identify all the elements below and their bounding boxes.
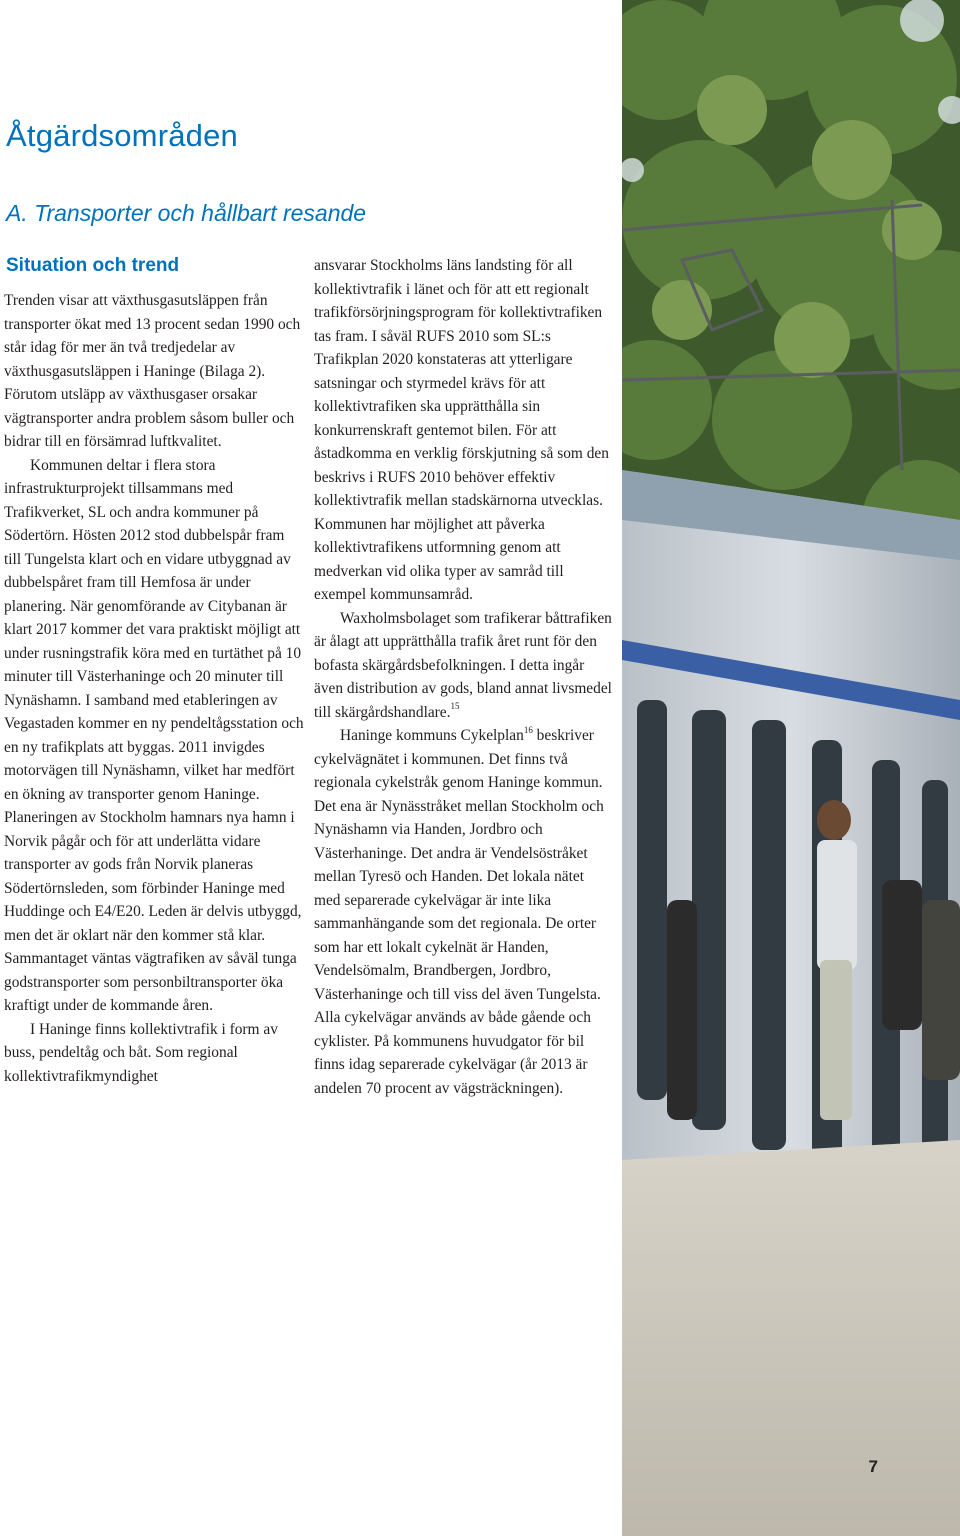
text-column-right	[314, 254, 614, 1100]
paragraph	[314, 607, 614, 725]
paragraph-lead: Haninge kommuns Cykelplan	[340, 727, 524, 744]
paragraph-text: beskriver cykelvägnätet i kommunen. Det finns två regionala cykelstråk genom Haninge kommun. Det ena är Nynässtråket mellan Stockholm och Nynäshamn via Handen, Jordbro och Västerhaninge. Det andra är Vendelsöstråket mellan Tyresö och Handen. Det lokala nätet med separerade cykelvägar är inte lika sammanhängande som det regionala. De orter som har ett lokalt cykelnät är Handen, Vendelsömalm, Brandbergen, Jordbro, Västerhaninge och till viss del även Tungelsta. Alla cykelvägar används av både gående och cyklister. På kommunens huvudgator för bil finns idag separerade cykelvägar (år 2013 är andelen 70 procent av vägsträckningen).	[314, 727, 604, 1097]
text-column-left	[4, 289, 304, 1088]
page-number: 7	[868, 1457, 878, 1476]
paragraph: Kommunen deltar i flera stora infrastrukturprojekt tillsammans med Trafikverket, SL och andra kommuner på Södertörn. Hösten 2012 stod dubbelspår fram till Tungelsta klart och en vidare utbyggnad av dubbelspåret fram till Hemfosa är under planering. När genomförande av Citybanan är klart 2017 kommer det vara praktiskt möjligt att under rusningstrafik köra med en turtäthet på 10 minuter till Västerhaninge och 20 minuter till Nynäshamn. I samband med etableringen av Vegastaden kommer en ny pendeltågsstation och en ny trafikplats att byggas. 2011 invigdes motorvägen till Nynäshamn, vilket har medfört en ökning av transporter genom Haninge. Planeringen av Stockholm hamnars nya hamn i Norvik pågår och för att underlätta vidare transporter av gods från Norvik planeras Södertörnsleden, som förbinder Haninge med Huddinge och E4/E20. Leden är delvis utbyggd, men det är oklart när den kommer stå klar. Sammantaget väntas vägtrafiken av såväl tunga godstransporter som personbiltransporter öka kraftigt under de kommande åren.	[4, 456, 304, 1014]
paragraph: ansvarar Stockholms läns landsting för all kollektivtrafik i länet och för att ett regionalt trafikförsörjningsprogram för kollektivtrafiken tas fram. I såväl RUFS 2010 som SL:s Trafikplan 2020 konstateras att ytterligare satsningar och styrmedel krävs för att kollektivtrafiken ska upprätthålla sin konkurrenskraft gentemot bilen. För att åstadkomma en verklig förskjutning så som den beskrivs i RUFS 2010 behöver effektiv kollektivtrafik mellan stadskärnorna utvecklas. Kommunen har möjlighet att påverka kollektivtrafikens utformning genom att medverkan vid olika typer av samråd till exempel kommunsamråd.	[314, 257, 609, 603]
paragraph: I Haninge finns kollektivtrafik i form av buss, pendeltåg och båt. Som regional kollektivtrafikmyndighet	[4, 1020, 278, 1085]
paragraph: Trenden visar att växthusgasutsläppen från transporter ökat med 13 procent sedan 1990 och står idag för mer än två tredjedelar av växthusgasutsläppen i Haninge (Bilaga 2). Förutom utsläpp av växthusgaser orsakar vägtransporter andra problem såsom buller och bidrar till en försämrad luftkvalitet.	[4, 292, 301, 450]
paragraph	[314, 724, 614, 1100]
subsection-title: Situation och trend	[6, 255, 180, 276]
paragraph-text: Waxholmsbolaget som trafikerar båttrafiken är ålagt att upprätthålla trafik året runt för den bofasta skärgårdsbefolkningen. I detta ingår även distribution av gods, bland annat livsmedel till skärgårdshandlare.	[314, 609, 612, 721]
footnote-ref: 15	[450, 701, 460, 712]
section-title: Åtgärdsområden	[6, 118, 238, 153]
chapter-title: A. Transporter och hållbart resande	[6, 200, 367, 226]
train-platform-photo	[622, 0, 960, 1536]
footnote-ref: 16	[523, 724, 533, 735]
